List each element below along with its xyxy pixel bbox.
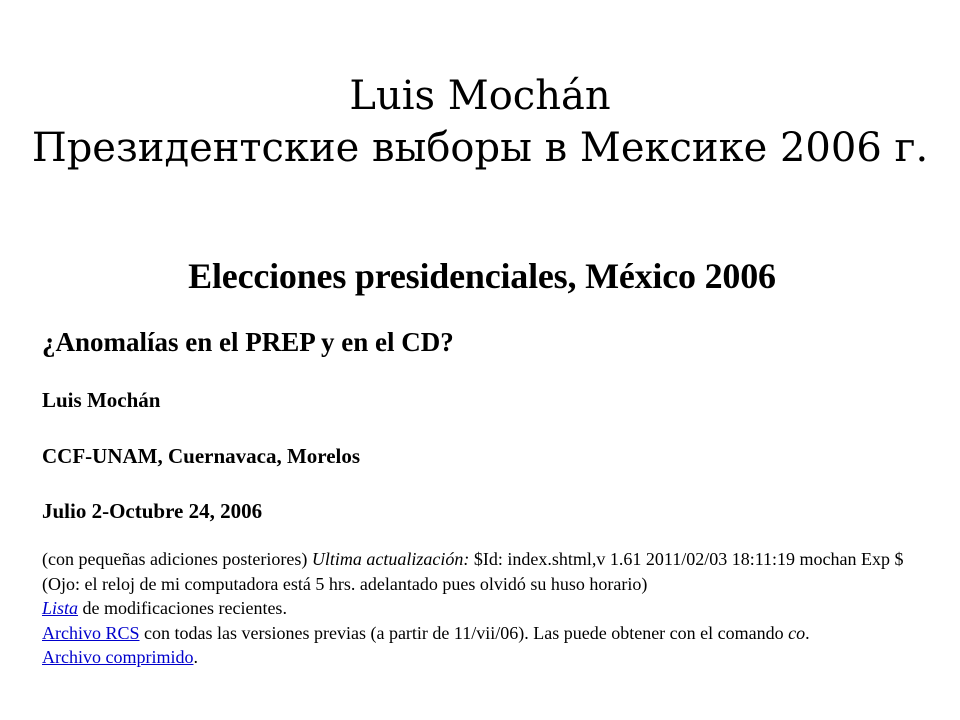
- rcs-text: con todas las versiones previas (a partir de 11/vii/06). Las puede obtener con el comando: [139, 622, 789, 643]
- update-id: $Id: index.shtml,v 1.61 2011/02/03 18:11:19 mochan Exp $ (Ojo: el reloj de mi computadora está 5 hrs. adelantado pues olvidó su huso horario): [42, 549, 904, 594]
- update-prefix: (con pequeñas adiciones posteriores): [42, 549, 312, 569]
- slide-title-line-2: Президентские выборы в Мексике 2006 г.: [31, 125, 929, 171]
- lista-link[interactable]: Lista: [42, 598, 79, 618]
- archive-end: .: [193, 647, 198, 667]
- update-label: Ultima actualización:: [311, 549, 470, 569]
- affiliation: CCF-UNAM, Cuernavaca, Morelos: [42, 444, 361, 468]
- page-heading: Elecciones presidenciales, México 2006: [188, 256, 776, 296]
- rcs-end: .: [805, 622, 810, 643]
- author-name: Luis Mochán: [42, 388, 161, 412]
- update-info: [42, 547, 912, 670]
- page-subheading: ¿Anomalías en el PREP y en el CD?: [42, 327, 454, 357]
- rcs-archive-link[interactable]: Archivo RCS: [42, 622, 140, 643]
- date-range: Julio 2-Octubre 24, 2006: [42, 499, 263, 523]
- slide-title-line-1: Luis Mochán: [349, 73, 611, 119]
- slide-title: [0, 70, 960, 174]
- lista-text: de modificaciones recientes.: [78, 598, 287, 618]
- web-page-screenshot: [42, 250, 922, 670]
- compressed-archive-link[interactable]: Archivo comprimido: [42, 647, 194, 667]
- rcs-command: co: [788, 622, 806, 643]
